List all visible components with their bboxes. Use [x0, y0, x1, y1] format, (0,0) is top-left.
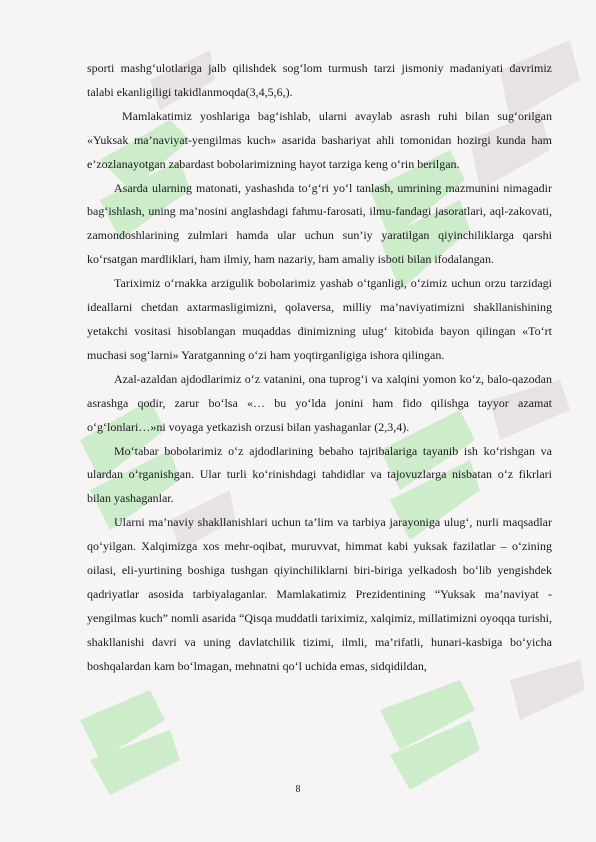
watermark-right-bottom [360, 660, 590, 800]
paragraph-4: Tariximiz o‘rnakka arzigulik bobolarimiz yashab o‘tganligi, o‘zimiz uchun orzu tarzidagi ideallarni chetdan axtarmasligimizni, qolaversa, milliy ma’naviyatimizni shakllanishining yetakchi vositasi hisoblangan muqaddas dinimizning ulug‘ kitobida bayon qilingan «To‘rt muchasi sog‘larni» Yaratganning o‘zi ham yoqtirganligiga ishora qilingan. [87, 276, 552, 362]
paragraph-6: Mo‘tabar bobolarimiz o‘z ajdodlarining bebaho tajribalariga tayanib ish ko‘rishgan va ulardan o‘rganishgan. Ular turli ko‘rinishdagi tahdidlar va tajovuzlarga nisbatan o‘z fikrlari bilan yashaganlar. [87, 443, 552, 506]
paragraph-3: Asarda ularning matonati, yashashda to‘g‘ri yo‘l tanlash, umrining mazmunini nimagadir bag‘ishlash, uning ma’nosini anglashdagi fahmu-farosati, ilmu-fandagi jasoratlari, aql-zakovati, zamondoshlarining zulmlari hamda ular uchun sun’iy yaratilgan qiyinchiliklarga qarshi ko‘rsatgan mardliklari, ham ilmiy, ham nazariy, ham amaliy isboti bilan ifodalangan. [87, 180, 552, 267]
paragraph-1: sporti mashg‘ulotlariga jalb qilishdek sog‘lom turmush tarzi jismoniy madaniyati davrimiz talabi ekanligiligi takidlanmoqda(3,4,5,6,). [87, 61, 552, 99]
paragraph-7: Ularni ma’naviy shakllanishlari uchun ta’lim va tarbiya jarayoniga ulug‘, nurli maqsadlar qo‘yilgan. Xalqimizga xos mehr-oqibat, muruvvat, himmat kabi yuksak fazilatlar – o‘zining oilasi, eli-yurtining boshiga tushgan qiyinchiliklarni biri-biriga yelkadosh bo‘lib yengishdek qadriyatlar asosida tarbiyalaganlar. Mamlakatimiz Prezidentining “Yuksak ma’naviyat - yengilmas kuch” nomli asarida “Qisqa muddatli tariximiz, xalqimiz, millatimizni oyoqqa turishi, shakllanishi davri va uning davlatchilik tizimi, ilmli, ma’rifatli, hunari-kasbiga bo‘yicha boshqalardan kam bo‘lmagan, mehnatni qo‘l uchida emas, sidqidildan, [87, 515, 552, 673]
paragraph-2: Mamlakatimiz yoshlariga bag‘ishlab, ularni avaylab asrash ruhi bilan sug‘orilgan «Yuksak ma’naviyat-yengilmas kuch» asarida bashariyat ahli tomonidan hozirgi kunda ham e’zozlanayotgan zabardast bobolarimizning hayot tarziga keng o‘rin berilgan. [87, 108, 552, 171]
page-number: 8 [295, 784, 301, 795]
paragraph-5: Azal-azaldan ajdodlarimiz o‘z vatanini, ona tuprog‘i va xalqini yomon ko‘z, balo-qazodan asrashga qodir, zarur bo‘lsa «… bu yo‘lda jonini ham fido qilishga tayyor azamat o‘g‘lonlari…»ni voyaga yetkazish orzusi bilan yashaganlar (2,3,4). [87, 371, 552, 434]
watermark-left-bottom [60, 680, 240, 800]
document-body [87, 57, 552, 679]
